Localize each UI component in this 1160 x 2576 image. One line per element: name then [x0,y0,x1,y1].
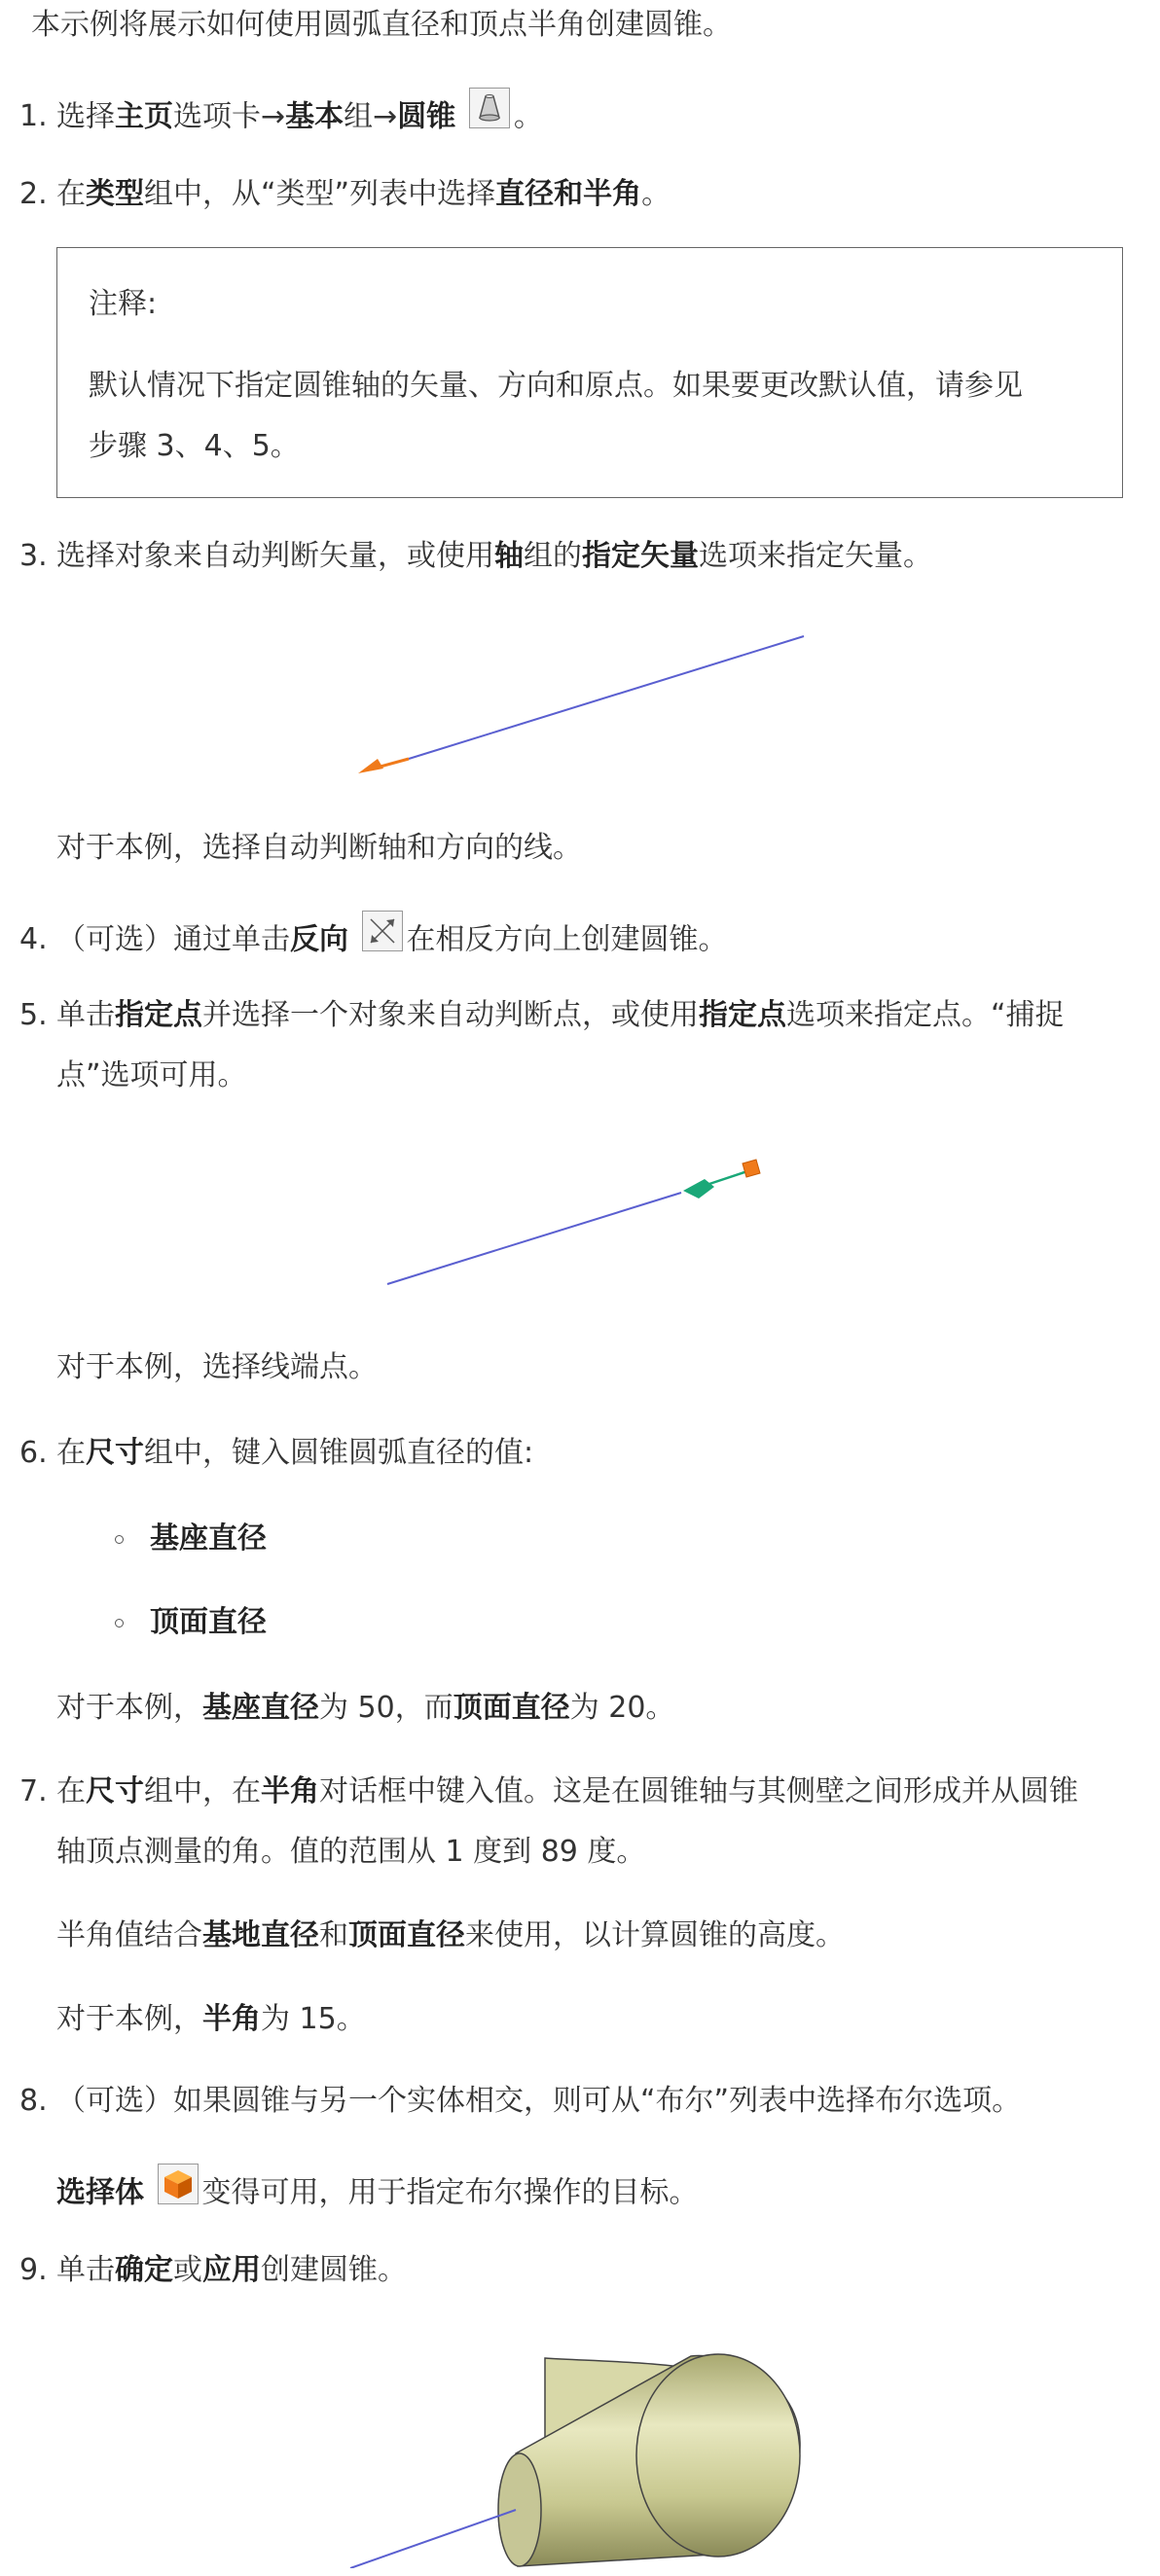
step-number: 7. [19,1774,48,1808]
basic-group-label: 基本 [285,99,344,134]
vector-arrowhead [358,759,383,773]
note-line-2: 步骤 3、4、5。 [89,429,300,463]
text: 组中，从“类型”列表中选择 [144,177,496,211]
text: 在 [56,1436,86,1470]
step-number: 4. [19,922,48,956]
step-7-example [56,2000,366,2039]
type-group-label: 类型 [86,177,144,211]
bullet-marker [115,1535,124,1544]
bullet-item: 基座直径 [150,1521,267,1556]
text: 创建圆锥。 [261,2253,407,2287]
text: 在相反方向上创建圆锥。 [406,922,728,957]
reverse-direction-label: 反向 [290,922,348,957]
text: 组→ [344,99,398,134]
text: 选项来指定矢量。 [699,539,932,573]
step-9-text [56,2251,407,2290]
step-5-example: 对于本例，选择线端点。 [56,1350,378,1384]
text: 选择对象来自动判断矢量，或使用 [56,539,494,573]
reverse-direction-icon[interactable] [362,911,403,951]
size-group-label: 尺寸 [86,1436,144,1470]
text: 对于本例， [56,2002,202,2036]
text: 对话框中键入值。这是在圆锥轴与其侧壁之间形成并从圆锥 [319,1774,1078,1808]
note-box [56,247,1123,498]
step-8-text: （可选）如果圆锥与另一个实体相交，则可从“布尔”列表中选择布尔选项。 [56,2084,1022,2118]
text: 对于本例， [56,1691,202,1725]
text: 选项来指定点。“捕捉 [786,998,1065,1032]
step-2-text [56,175,671,214]
text: 。 [513,99,543,134]
cone-top [498,2453,541,2566]
vector-arrowhead [683,1179,714,1199]
half-angle-label: 半角 [202,2002,261,2036]
bullet-item: 顶面直径 [150,1605,267,1639]
point-marker [743,1160,760,1177]
step-6-text [56,1434,533,1473]
step-7-paragraph [56,1916,845,1955]
point-illustration [370,1144,779,1300]
step-3-text [56,537,932,576]
diameter-half-angle-label: 直径和半角 [495,177,642,211]
axis-line [409,636,804,759]
step-7-text-line-2: 轴顶点测量的角。值的范围从 1 度到 89 度。 [56,1835,646,1869]
text: 为 20。 [569,1691,675,1725]
step-number: 9. [19,2253,48,2287]
text: 为 50，而 [319,1691,453,1725]
step-6-example [56,1689,674,1728]
cone-base [636,2354,800,2557]
step-4-text [56,920,728,961]
select-body-icon[interactable] [158,2164,199,2204]
text: 单击 [56,2253,115,2287]
specify-point-label: 指定点 [115,998,202,1032]
bullet-marker [115,1619,124,1628]
text: 在 [56,1774,86,1808]
text: 来使用，以计算圆锥的高度。 [465,1918,845,1952]
half-angle-label: 半角 [261,1774,319,1808]
apply-button-label: 应用 [202,2253,261,2287]
cone-illustration [341,2335,808,2568]
note-line-1: 默认情况下指定圆锥轴的矢量、方向和原点。如果要更改默认值，请参见 [89,369,1023,403]
text: 选择 [56,99,115,134]
text: 组中，在 [144,1774,261,1808]
text: 在 [56,177,86,211]
step-5-text-line-2: 点”选项可用。 [56,1058,247,1092]
step-8-select-body [56,2173,699,2214]
text: 或 [173,2253,202,2287]
text: （可选）通过单击 [56,922,290,957]
step-number: 2. [19,177,48,211]
size-group-label: 尺寸 [86,1774,144,1808]
select-body-label: 选择体 [56,2175,144,2210]
step-3-example: 对于本例，选择自动判断轴和方向的线。 [56,831,582,865]
ok-button-label: 确定 [115,2253,173,2287]
home-tab-label: 主页 [115,99,173,134]
text: 并选择一个对象来自动判断点，或使用 [202,998,699,1032]
cone-icon[interactable] [469,88,510,128]
step-number: 5. [19,998,48,1032]
step-number: 6. [19,1436,48,1470]
text: 为 15。 [261,2002,366,2036]
text: 变得可用，用于指定布尔操作的目标。 [201,2175,699,2210]
step-5-text [56,996,1065,1035]
step-number: 3. [19,539,48,573]
text: 单击 [56,998,115,1032]
axis-line [387,1193,681,1284]
step-number: 8. [19,2084,48,2118]
intro-text: 本示例将展示如何使用圆弧直径和顶点半角创建圆锥。 [31,8,732,42]
axis-group-label: 轴 [494,539,524,573]
text: 组的 [524,539,582,573]
specify-vector-label: 指定矢量 [582,539,699,573]
top-diameter-label: 顶面直径 [453,1691,570,1725]
vector-shaft [707,1171,747,1185]
text: 。 [641,177,671,211]
cone-command-label: 圆锥 [397,99,456,134]
text: 半角值结合 [56,1918,202,1952]
base-diameter-label: 基地直径 [202,1918,319,1952]
base-diameter-label: 基座直径 [202,1691,319,1725]
text: 和 [319,1918,348,1952]
top-diameter-label: 顶面直径 [348,1918,465,1952]
step-number: 1. [19,99,48,133]
text: 选项卡→ [173,99,286,134]
specify-point-label: 指定点 [699,998,786,1032]
vector-illustration [350,623,817,778]
axis-line [350,2510,516,2568]
step-7-text [56,1772,1078,1811]
text: 组中，键入圆锥圆弧直径的值: [144,1436,534,1470]
step-1-text [56,97,543,138]
note-title: 注释: [89,287,158,321]
